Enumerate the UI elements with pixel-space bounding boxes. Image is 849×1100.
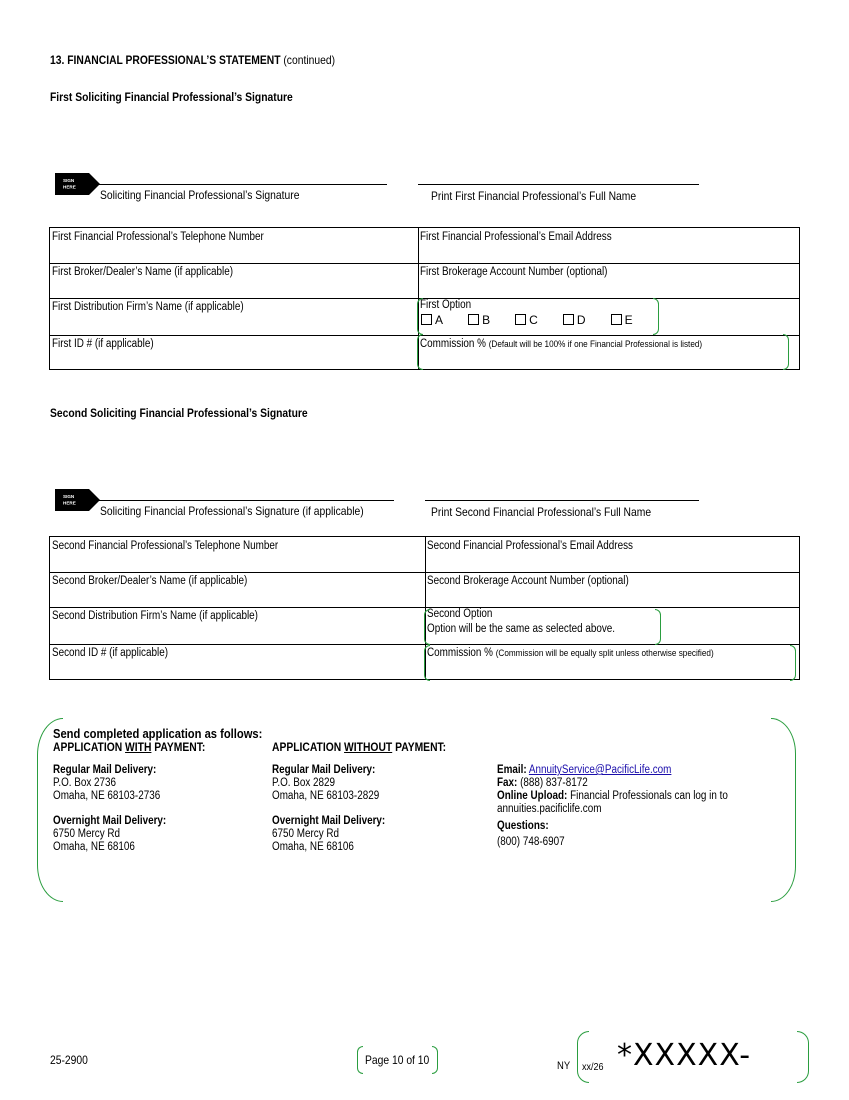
second-account-field[interactable]	[425, 572, 799, 607]
first-id-field[interactable]	[50, 335, 418, 369]
without-payment-heading: APPLICATION WITHOUT PAYMENT:	[272, 740, 447, 754]
second-print-name-label: Print Second Financial Professional’s Full Name	[431, 505, 652, 519]
second-option-note: Option will be the same as selected above.	[427, 623, 616, 635]
barcode-bracket-left	[577, 1031, 589, 1083]
first-option-label: First Option	[420, 299, 472, 311]
barcode-text: *XXXXX-	[617, 1038, 752, 1073]
option-c[interactable]: C	[515, 313, 538, 327]
section-title-suffix: (continued)	[280, 53, 336, 67]
first-print-name-label: Print First Financial Professional’s Full Name	[431, 189, 637, 203]
state-code: NY	[557, 1060, 571, 1072]
page-number: Page 10 of 10	[365, 1053, 430, 1067]
contact-column: Email: AnnuityService@PacificLife.com Fax: (888) 837-8172 Online Upload: Financial Professionals can log in to annuities.pacificlife.com Questions: (800) 748-6907	[497, 764, 728, 848]
second-id-label: Second ID # (if applicable)	[52, 647, 169, 659]
second-commission-bracket-right	[790, 645, 796, 681]
send-bracket-right	[771, 718, 796, 902]
option-d[interactable]: D	[563, 313, 586, 327]
first-print-name-line[interactable]	[418, 184, 699, 185]
first-signature-label: Soliciting Financial Professional’s Signature	[100, 188, 300, 202]
without-payment-column: Regular Mail Delivery: P.O. Box 2829 Omaha, NE 68103-2829 Overnight Mail Delivery: 6750 Mercy Rd Omaha, NE 68106	[272, 764, 386, 853]
option-b-checkbox[interactable]	[468, 314, 479, 325]
second-email-label: Second Financial Professional’s Email Address	[427, 540, 633, 552]
second-telephone-label: Second Financial Professional’s Telephone Number	[52, 540, 279, 552]
second-commission-field[interactable]	[425, 644, 799, 679]
second-commission-text: Commission % (Commission will be equally split unless otherwise specified)	[427, 647, 714, 659]
second-commission-bracket-left	[424, 645, 430, 681]
sign-tag-line2: HERE	[63, 184, 76, 190]
first-firm-field[interactable]	[50, 298, 418, 335]
page-bracket-left	[357, 1046, 363, 1074]
second-broker-label: Second Broker/Dealer’s Name (if applicable)	[52, 575, 248, 587]
first-account-label: First Brokerage Account Number (optional)	[420, 266, 608, 278]
first-account-field[interactable]	[418, 263, 799, 298]
first-signature-line[interactable]	[96, 184, 387, 185]
first-commission-bracket-right	[783, 334, 789, 370]
first-info-table	[49, 227, 800, 370]
option-c-checkbox[interactable]	[515, 314, 526, 325]
with-payment-column: Regular Mail Delivery: P.O. Box 2736 Omaha, NE 68103-2736 Overnight Mail Delivery: 6750 Mercy Rd Omaha, NE 68106	[53, 764, 167, 853]
first-email-field[interactable]	[418, 228, 799, 263]
second-account-label: Second Brokerage Account Number (optional)	[427, 575, 629, 587]
second-option-field	[425, 607, 799, 644]
page-bracket-right	[432, 1046, 438, 1074]
sign-tag-line2: HERE	[63, 500, 76, 506]
sign-tag-line1: SIGN	[63, 494, 75, 499]
second-option-label: Second Option	[427, 608, 493, 620]
first-option-field	[418, 298, 799, 335]
second-signature-heading: Second Soliciting Financial Professional’s Signature	[50, 406, 308, 420]
sign-here-icon	[55, 489, 101, 511]
first-email-label: First Financial Professional’s Email Address	[420, 231, 612, 243]
option-e-checkbox[interactable]	[611, 314, 622, 325]
sign-here-icon	[55, 173, 101, 195]
first-commission-text: Commission % (Default will be 100% if one Financial Professional is listed)	[420, 338, 703, 350]
second-option-bracket-left	[424, 609, 430, 645]
section-title	[50, 53, 335, 67]
barcode-bracket-right	[797, 1031, 809, 1083]
first-telephone-label: First Financial Professional’s Telephone Number	[52, 231, 264, 243]
section-title-bold: 13. FINANCIAL PROFESSIONAL’S STATEMENT	[50, 53, 281, 67]
first-telephone-field[interactable]	[50, 228, 418, 263]
send-title: Send completed application as follows:	[53, 726, 263, 741]
option-d-checkbox[interactable]	[563, 314, 574, 325]
second-signature-line[interactable]	[96, 500, 394, 501]
email-link[interactable]: AnnuityService@PacificLife.com	[528, 764, 672, 776]
with-payment-heading: APPLICATION WITH PAYMENT:	[53, 740, 206, 754]
first-signature-heading: First Soliciting Financial Professional’s Signature	[50, 90, 293, 104]
first-option-bracket-left	[417, 298, 423, 335]
upload-url: annuities.pacificlife.com	[497, 803, 602, 815]
first-option-bracket-right	[653, 298, 659, 335]
second-firm-field[interactable]	[50, 607, 425, 644]
first-option-checkboxes	[421, 313, 655, 327]
option-a[interactable]: A	[421, 313, 443, 327]
second-telephone-field[interactable]	[50, 537, 425, 572]
option-b[interactable]: B	[468, 313, 490, 327]
second-id-field[interactable]	[50, 644, 425, 679]
second-option-bracket-right	[655, 609, 661, 645]
first-id-label: First ID # (if applicable)	[52, 338, 154, 350]
first-commission-field[interactable]	[418, 335, 799, 369]
second-email-field[interactable]	[425, 537, 799, 572]
first-commission-bracket-left	[417, 334, 423, 370]
second-firm-label: Second Distribution Firm’s Name (if applicable)	[52, 610, 258, 622]
first-firm-label: First Distribution Firm’s Name (if applicable)	[52, 301, 244, 313]
second-signature-label: Soliciting Financial Professional’s Signature (if applicable)	[100, 504, 364, 518]
first-broker-label: First Broker/Dealer’s Name (if applicable)	[52, 266, 234, 278]
second-print-name-line[interactable]	[425, 500, 699, 501]
sign-tag-line1: SIGN	[63, 178, 75, 183]
form-number: 25-2900	[50, 1053, 88, 1067]
second-broker-field[interactable]	[50, 572, 425, 607]
option-e[interactable]: E	[611, 313, 633, 327]
date-code: xx/26	[582, 1061, 604, 1073]
first-broker-field[interactable]	[50, 263, 418, 298]
